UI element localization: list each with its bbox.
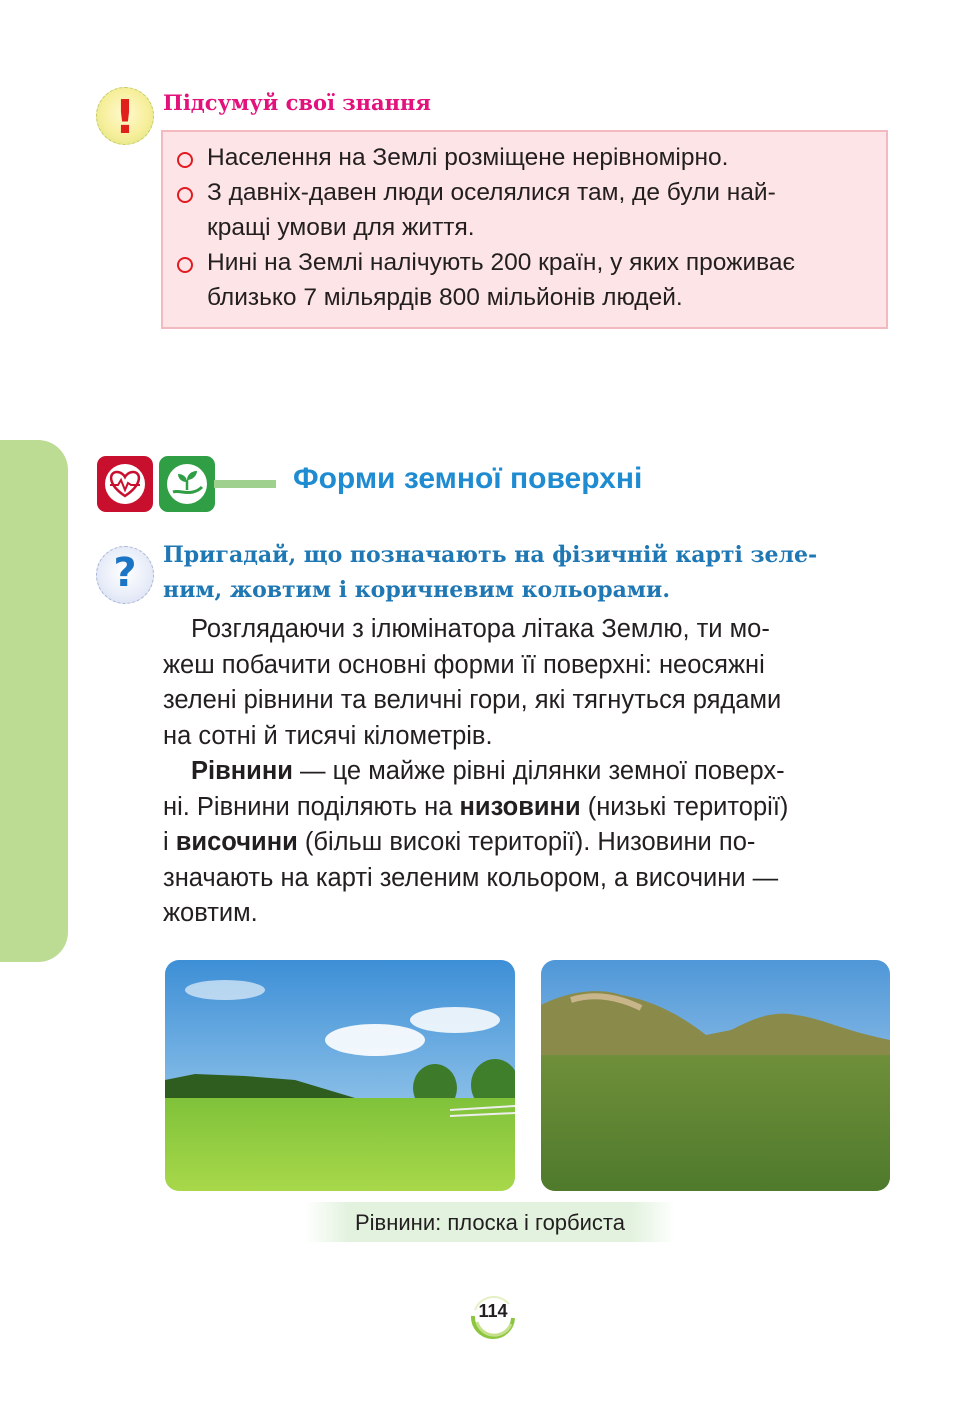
term-uplands: височини [175,828,298,856]
hilly-plain-photo [541,960,890,1191]
list-item-text: близько 7 мільярдів 800 мільйонів людей. [207,284,683,311]
question-text: Пригадай, що позначають на фізичній карті зеле- ним, жовтим і коричневим кольорами. [163,542,818,603]
paragraph-line: ні. Рівнини поділяють на низовини (низькі території) [163,792,789,821]
question-icon: ? [96,546,154,604]
heart-pulse-icon [97,456,153,512]
side-tab [0,440,68,962]
page-number: 114 [478,1301,508,1321]
paragraph-line: жеш побачити основні форми її поверхні: неосяжні [163,650,765,679]
paragraph-2 [163,754,889,932]
circle-bullet-icon [177,187,193,203]
paragraph-line: і височини (більш високі території). Низовини по- [163,828,756,856]
paragraph-line: на сотні й тисячі кілометрів. [163,721,493,750]
circle-bullet-icon [177,257,193,273]
paragraph-line: зелені рівнини та величні гори, які тягнуться рядами [163,686,782,714]
list-item [171,245,883,315]
list-item-text: Населення на Землі розміщене нерівномірно. [207,144,729,171]
circle-bullet-icon [177,152,193,168]
paragraph-line: Рівнини — це майже рівні ділянки земної поверх- [191,757,785,785]
term-plains: Рівнини [191,757,293,785]
paragraph-line: Розглядаючи з ілюмінатора літака Землю, ти мо- [191,615,770,643]
list-item-text: З давніх-давен люди оселялися там, де були най- [207,179,776,206]
caption-bar [305,1202,675,1242]
summary-list [171,140,883,315]
paragraph-line: жовтим. [163,899,258,927]
exclamation-icon: ! [96,87,154,145]
page-number-badge [465,1288,521,1344]
summary-title: Підсумуй свої знання [163,90,431,115]
sprout-hand-icon [159,456,215,512]
photo-caption: Рівнини: плоска і горбиста [354,1210,625,1235]
flat-plain-photo [165,960,515,1191]
section-title: Форми земної поверхні [293,462,643,495]
paragraph-1 [163,612,889,754]
term-lowlands: низовини [459,792,581,821]
section-divider [214,480,276,488]
summary-box [161,130,888,329]
paragraph-line: значають на карті зеленим кольором, а височини — [163,863,779,892]
list-item [171,140,883,175]
list-item [171,175,883,245]
list-item-text: кращі умови для життя. [207,214,475,241]
list-item-text: Нині на Землі налічують 200 країн, у яких проживає [207,249,796,276]
